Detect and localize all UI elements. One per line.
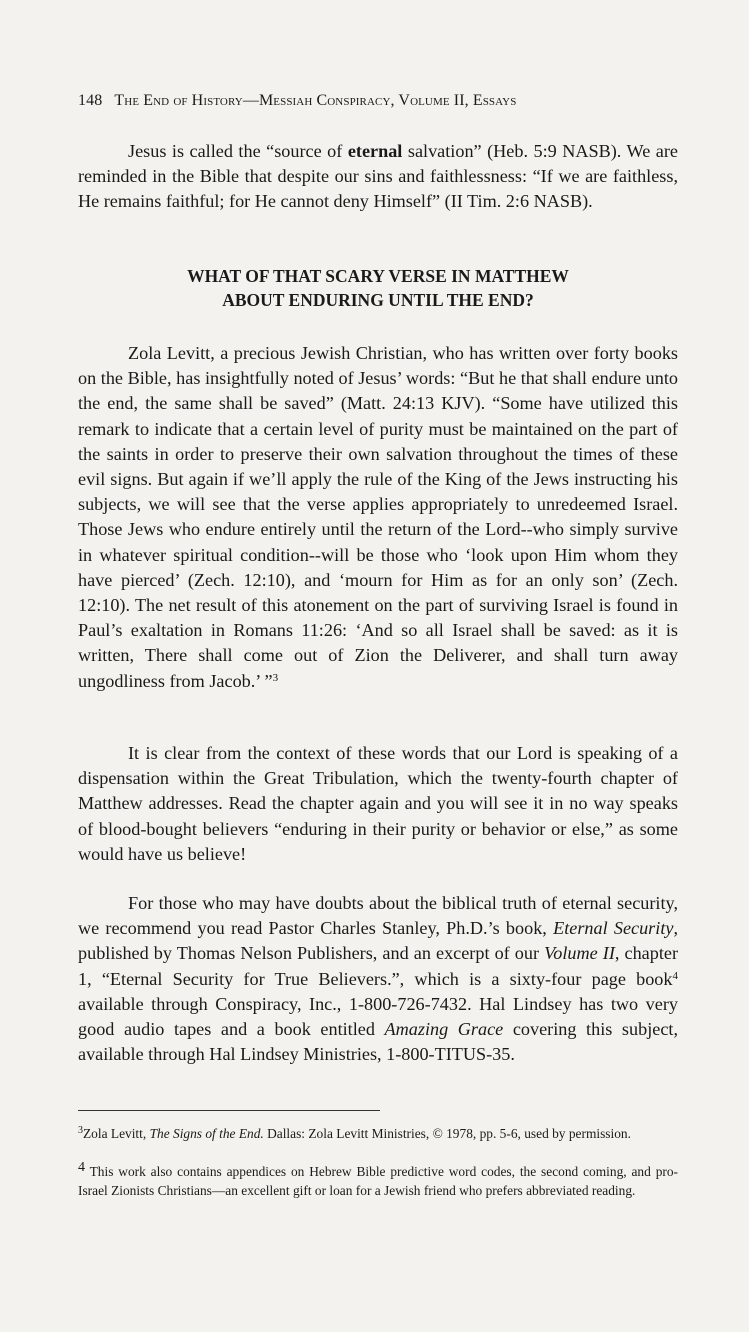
book-title-amazing-grace: Amazing Grace	[384, 1019, 504, 1040]
volume-title: Volume II	[544, 943, 615, 964]
footnote-book-title: The Signs of the End.	[149, 1126, 264, 1141]
bold-eternal: eternal	[347, 141, 403, 161]
running-title: The End of History—Messiah Conspiracy, Volume II, Essays	[114, 92, 517, 109]
paragraph-context: It is clear from the context of these words that our Lord is speaking of a dispensation within the Great Tribulation, which the twenty-fourth chapter of Matthew addresses. Read the chapter again and you will see it in no way speaks of blood-bought believers “enduring in their purity or behavior or else,” as some would have us believe!	[78, 743, 678, 864]
running-header	[78, 92, 678, 110]
heading-line-2: ABOUT ENDURING UNTIL THE END?	[222, 290, 534, 310]
book-title-eternal-security: Eternal Security	[553, 918, 674, 939]
footnote-divider	[78, 1110, 380, 1111]
page-number: 148	[78, 92, 103, 109]
footnote-3: $^3$Zola Levitt, The Signs of the End. Dallas: Zola Levitt Ministries, © 1978, pp. 5-6, used by permission.	[78, 1125, 631, 1141]
paragraph-zola-levitt: Zola Levitt, a precious Jewish Christian, who has written over forty books on the Bible, has insightfully noted of Jesus’ words: “But he that shall endure unto the end, the same shall be saved” (Matt. 24:13 KJV). “Some have utilized this remark to indicate that a certain level of purity must be maintained on the part of the saints in order to preserve their own salvation throughout the times of these evil signs. But again if we’ll apply the rule of the King of the Jews instructing his subjects, we will see that the verse applies appropriately to unredeemed Israel. Those Jews who endure entirely until the return of the Lord--who simply survive in whatever spiritual condition--will be those who ‘look upon Him whom they have pierced’ (Zech. 12:10), and ‘mourn for Him as for an only son’ (Zech. 12:10). The net result of this atonement on the part of surviving Israel is found in Paul’s exaltation in Romans 11:26: ‘And so all Israel shall be saved: as it is written, There shall come out of Zion the Deliverer, and shall turn away ungodliness from Jacob.’ ”$^3$	[78, 343, 678, 691]
heading-line-1: WHAT OF THAT SCARY VERSE IN MATTHEW	[187, 266, 569, 286]
section-heading	[78, 264, 678, 312]
footnote-ref-3: 3	[272, 671, 279, 684]
paragraph-eternal-salvation: Jesus is called the “source of eternal salvation” (Heb. 5:9 NASB). We are reminded in the Bible that despite our sins and faithlessness: “If we are faithless, He remains faithful; for He cannot deny Himself” (II Tim. 2:6 NASB).	[78, 141, 678, 212]
footnote-ref-4: 4	[672, 969, 678, 982]
footnote-4: $^4$ This work also contains appendices on Hebrew Bible predictive word codes, the second coming, and pro-Israel Zionists Christians—an excellent gift or loan for a Jewish friend who prefers abbreviated reading.	[78, 1160, 678, 1198]
paragraph-eternal-security: For those who may have doubts about the biblical truth of eternal security, we recommend you read Pastor Charles Stanley, Ph.D.’s book, Eternal Security, published by Thomas Nelson Publishers, and an excerpt of our Volume II, chapter 1, “Eternal Security for True Believers.”, which is a sixty-four page book$^4$ available through Conspiracy, Inc., 1-800-726-7432. Hal Lindsey has two very good audio tapes and a book entitled Amazing Grace covering this subject, available through Hal Lindsey Ministries, 1-800-TITUS-35.	[78, 893, 679, 1065]
